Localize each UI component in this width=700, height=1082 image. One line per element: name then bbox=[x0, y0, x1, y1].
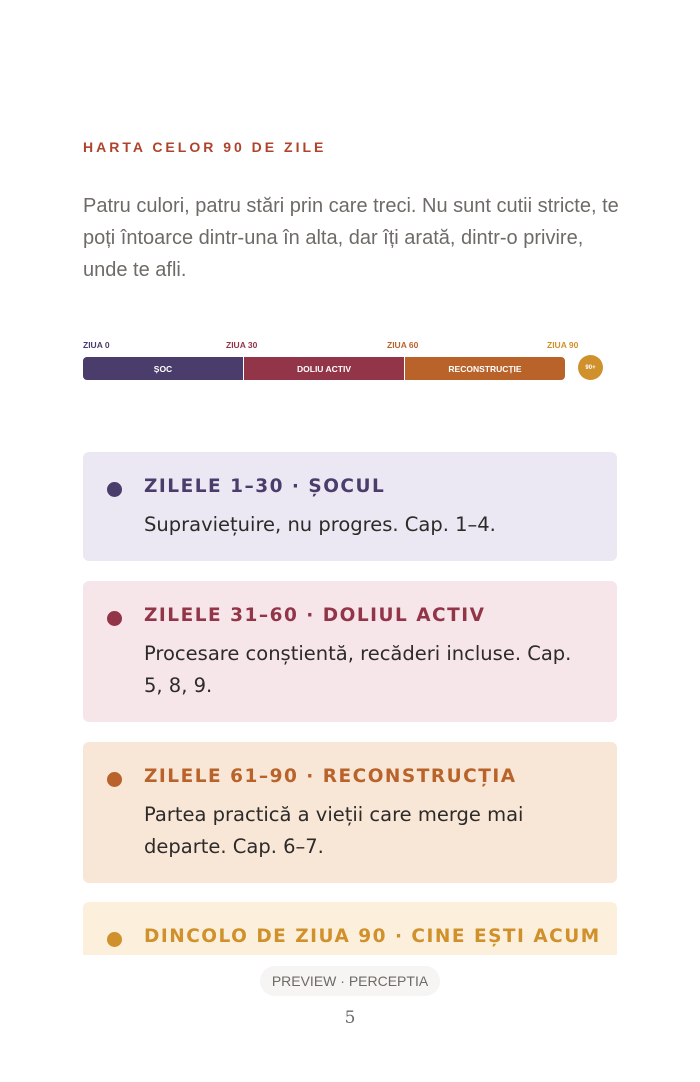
phase-dot-icon bbox=[107, 482, 122, 497]
phase-dot-icon bbox=[107, 932, 122, 947]
phase-card-description: Supraviețuire, nu progres. Cap. 1–4. bbox=[144, 513, 496, 536]
phase-card-description: Partea practică a vieții care merge mai departe. Cap. 6–7. bbox=[144, 803, 524, 858]
phase-card-title: ZILELE 61–90 · RECONSTRUCȚIA bbox=[144, 766, 517, 787]
timeline-labels bbox=[0, 340, 700, 354]
timeline-marker-day-90: ZIUA 90 bbox=[547, 340, 579, 350]
phase-card-title: ZILELE 31–60 · DOLIUL ACTIV bbox=[144, 605, 486, 626]
phase-card-title: DINCOLO DE ZIUA 90 · CINE EȘTI ACUM bbox=[144, 926, 601, 947]
timeline-segment-active-grief: DOLIU ACTIV bbox=[243, 357, 404, 380]
phase-dot-icon bbox=[107, 772, 122, 787]
timeline-marker-day-60: ZIUA 60 bbox=[387, 340, 419, 350]
timeline-marker-day-30: ZIUA 30 bbox=[226, 340, 258, 350]
phase-card-shock bbox=[83, 452, 617, 561]
page-number: 5 bbox=[344, 1008, 356, 1028]
phase-dot-icon bbox=[107, 611, 122, 626]
phase-card-reconstruction bbox=[83, 742, 617, 883]
phase-card-description: Procesare conștientă, recăderi incluse. Cap. 5, 8, 9. bbox=[144, 642, 572, 697]
timeline-segment-reconstruction: RECONSTRUCȚIE bbox=[404, 357, 565, 380]
section-kicker: HARTA CELOR 90 DE ZILE bbox=[83, 139, 327, 155]
phase-card-active-grief bbox=[83, 581, 617, 722]
timeline-segment-shock: ȘOC bbox=[83, 357, 243, 380]
timeline-bar bbox=[83, 357, 565, 380]
timeline-beyond-badge: 90+ bbox=[578, 355, 603, 380]
preview-badge: PREVIEW · PERCEPTIA bbox=[260, 966, 440, 996]
intro-paragraph: Patru culori, patru stări prin care treci. Nu sunt cutii stricte, te poți întoarce dintr-una în alta, dar îți arată, dintr-o privire, unde te afli. bbox=[83, 195, 619, 281]
phase-card-title: ZILELE 1–30 · ȘOCUL bbox=[144, 476, 386, 497]
timeline-marker-day-0: ZIUA 0 bbox=[83, 340, 110, 350]
